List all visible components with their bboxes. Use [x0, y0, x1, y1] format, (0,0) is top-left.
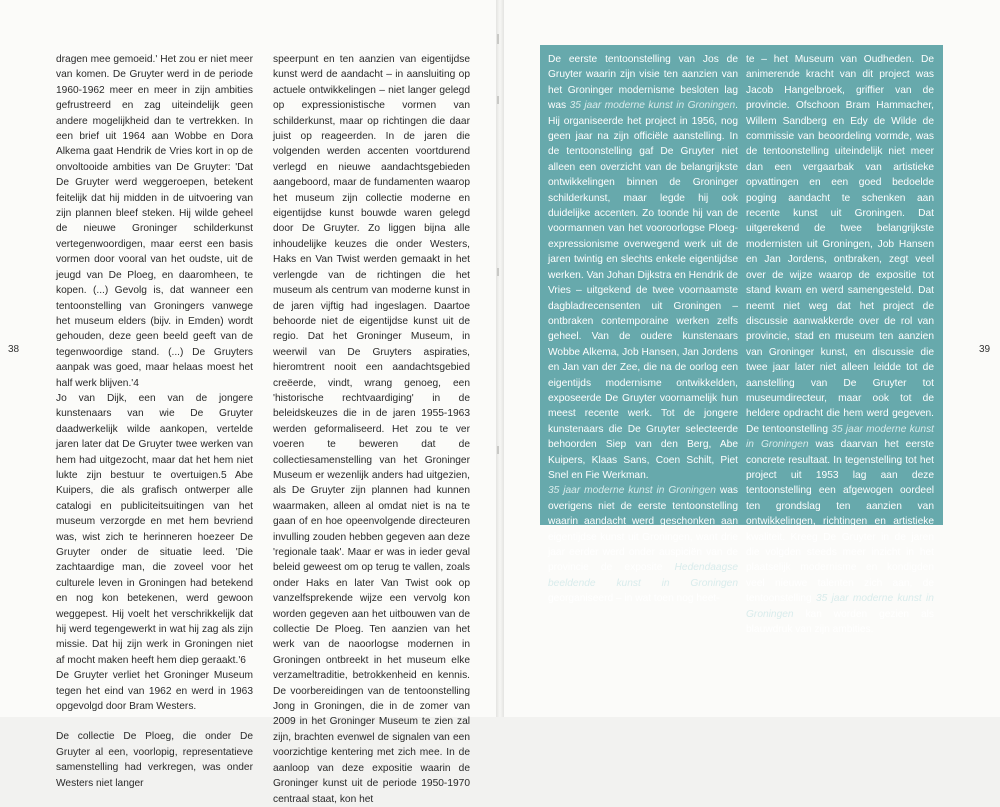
left-text-column-1 — [56, 52, 253, 791]
exhibition-title: Hedendaagse beeldende kunst in Groningen — [548, 562, 738, 589]
exhibition-title: 35 jaar moderne kunst in Groningen — [746, 423, 934, 451]
page-number-left: 38 — [8, 344, 20, 355]
sidebar-column-2 — [746, 52, 934, 637]
paragraph: Jo van Dijk, een van de jongere kunstenaars van wie De Gruyter daadwerkelijk wilde aankopen, vertelde jaren later dat De Gruyter twee werken van hem had uitgezocht, maar dat het hem niet lukte zijn bestuur te overtuigen.5 Abe Kuipers, die als grafisch ontwerper alle catalogi en publiciteitsuitingen van het museum verzorgde en met hem bevriend was, wist zich te herinneren hoezeer De Gruyter onder de situatie leed. 'Die zachtaardige man, die zoveel voor het culturele leven in Groningen had betekend en nog kon betekenen, werd gewoon weggepest. Hij voelt het verschrikkelijk dat hij werd tegengewerkt in wat hij zag als zijn missie. Dat hij zijn werk in Groningen niet af mocht maken heeft hem diep geraakt.'6 — [56, 392, 253, 666]
bleed-mark — [497, 268, 499, 276]
paragraph — [548, 52, 738, 607]
page-number-right: 39 — [979, 344, 991, 355]
sidebar-column-1 — [548, 52, 738, 607]
text-span: was daarvan het eerste concrete resultaat. In tegenstelling tot het project uit 1953 lag aan deze tentoonstelling een afgewogen oordeel ten grondslag ten aanzien van ontwikkelingen, richtingen en artistieke kwaliteit. Kreeg De Gruyter in de jaren die volgden steeds meer inzicht in het plaatselijk modernisme en kondigden veel nieuwe talenten zich aan, de tentoonstelling — [746, 439, 934, 605]
paragraph: De Gruyter verliet het Groninger Museum tegen het eind van 1962 en werd in 1963 opgevolgd door Bram Westers. — [56, 670, 253, 713]
left-text-column-2 — [273, 52, 470, 807]
bleed-mark — [497, 446, 499, 454]
text-span: De eerste tentoonstelling van Jos de Gruyter waarin zijn visie ten aanzien van het Groninger modernisme besloten lag was — [548, 54, 738, 112]
book-gutter — [496, 0, 504, 717]
exhibition-title: 35 jaar moderne kunst in Groningen — [548, 485, 716, 497]
paragraph — [746, 52, 934, 637]
exhibition-title: 35 jaar moderne kunst in Groningen — [569, 100, 736, 112]
exhibition-title: 35 jaar moderne kunst in Groningen — [746, 593, 934, 620]
bleed-mark — [497, 96, 499, 104]
text-span: was overigens niet de eerste tentoonstelling waarin aandacht werd geschonken aan eigentijdse kunst uit Groningen, want drie jaar eerder werd onder auspiciën van de provincie de exposite — [548, 485, 738, 574]
bleed-mark — [497, 34, 499, 44]
text-span: georganiseerd – in wat toen nog heet- — [548, 593, 720, 605]
paragraph: dragen mee gemoeid.' Het zou er niet meer van komen. De Gruyter werd in de periode 1960-1962 meer en meer in zijn ambities gefrustreerd en zag uiteindelijk geen andere mogelijkheid dan te vertrekken. In een brief uit 1964 aan Wobbe en Dora Alkema gaat Hendrik de Vries kort in op de onvoltooide ambities van De Gruyter: 'Dat De Gruyter werd weggeroepen, betekent feitelijk dat hij midden in de uitvoering van zijn plannen bleef steken. Hij wilde geheel de nieuwe Groninger schilderkunst vertegenwoordigen, maar eerst een basis vormen door vooral van het oudste, uit de jeugd van De Ploeg, en daaromheen, te kopen. (...) Gevolg is, dat wanneer een tentoonstelling van Groningers vanwege het museum elders (bijv. in Emden) wordt gehouden, deze geen beeld geeft van de tegenwoordige stand. (...) De Gruyters aanpak was goed, maar helaas moest het half werk blijven.'4 — [56, 54, 253, 389]
text-span: . Hij organiseerde het project in 1956, nog geen jaar na zijn officiële aanstelling. In de tentoonstelling gaf De Gruyter niet alleen een overzicht van de belangrijkste ontwikkelingen binnen de Groninger schilderkunst, maar legde hij ook duidelijke accenten. Zo toonde hij van de voormannen van het vooroorlogse Ploeg-expressionisme overwegend werk uit de jaren twintig en slechts enkele eigentijdse werken. Van Johan Dijkstra en Hendrik de Vries – uitgekend de twee voornaamste dagbladrecensenten uit Groningen – ontbraken contemporaine werken zelfs geheel. Van de oudere kunstenaars Wobbe Alkema, Job Hansen, Jan Jordens en Jan van der Zee, die na de oorlog een eigentijds modernisme ontwikkelden, exposeerde De Gruyter voornamelijk hun meest recente werk. Tot de jongere kunstenaars die De Gruyter selecteerde behoorden Siep van den Berg, Abe Kuipers, Klaas Sans, Coen Schilt, Piet Snel en Fie Werkman. — [548, 100, 738, 481]
text-span: kan worden gezien als blauwdruk van zijn ambities. — [746, 608, 934, 636]
paragraph: De collectie De Ploeg, die onder De Gruyter al een, voorlopig, representatieve samenstelling had verkregen, was onder Westers niet langer — [56, 731, 253, 789]
text-span: te – het Museum van Oudheden. De animerende kracht van dit project was Jacob Hangelbroek, griffier van de provincie. Ofschoon Bram Hammacher, Willem Sandberg en Edy de Wilde de commissie van beoordeling vormde, was de tentoonstelling uiteindelijk niet meer dan een vergaarbak van artistieke opvattingen en een goed bedoelde poging aandacht te schenken aan recente kunst uit Groningen. Dat uitgerekend de twee belangrijkste modernisten uit Groningen, Job Hansen en Jan Jordens, ontbraken, zegt veel over de wijze waarop de expositie tot stand kwam en werd samengesteld. Dat neemt niet weg dat het project de discussie aanwakkerde over de rol van provincie, stad en museum ten aanzien van Groninger kunst, en discussie die twee jaar later niet alleen leidde tot de aanstelling van De Gruyter tot museumdirecteur, maar ook tot de heldere opdracht die hem werd gegeven. De tentoonstelling — [746, 54, 934, 435]
paragraph: speerpunt en ten aanzien van eigentijdse kunst werd de aandacht – in aansluiting op actuele ontwikkelingen – niet langer gelegd op expressionistische vormen van schilderkunst, maar op richtingen die daar juist op reageerden. In de jaren die volgenden werden accenten voortdurend verlegd en nieuwe aandachtsgebieden aangeboord, maar de fundamenten waarop het museum zijn collectie moderne en eigentijdse kunst bouwde waren gelegd door De Gruyter. Zo liggen bijna alle inhoudelijke keuzes die onder Westers, Haks en Van Twist werden gemaakt in het verlengde van de richtingen die het museum als centrum van moderne kunst in de jaren vijftig had ingeslagen. Daartoe behoorde niet de eigentijdse kunst uit de regio. Dat het Groninger Museum, in weerwil van De Gruyters aspiraties, hieromtrent nooit een aandachtsgebied creëerde, vindt, wrang genoeg, een 'historische rechtvaardiging' in de beleidskeuzes die in de jaren 1955-1963 werden geformaliseerd. Het zou te ver voeren te beweren dat de collectiesamenstelling van het Groninger Museum er wezenlijk anders had uitgezien, als De Gruyter zijn plannen had kunnen waarmaken, alleen al omdat niet is na te gaan of en hoe opeenvolgende directeuren invulling zouden hebben gegeven aan deze 'regionale taak'. Maar er was in ieder geval beleid geweest om op terug te vallen, zoals onder Haks en later Van Twist ook op vanzelfsprekende wijze een vervolg kon worden gegeven aan het uitbouwen van de collectie De Ploeg. Ten aanzien van het werk van de naoorlogse modernen in Groningen ontbreekt in het museum elke verzameltraditie, betrokkenheid en kennis. De voorbereidingen van de tentoonstelling Jong in Groningen, die in de zomer van 2009 in het Groninger Museum te zien zal zijn, brachten evenwel de signalen van een voorzichtige kentering met zich mee. In de aanloop van deze expositie waarin de Groninger kunst uit de periode 1950-1970 centraal staat, kon het — [273, 54, 470, 805]
